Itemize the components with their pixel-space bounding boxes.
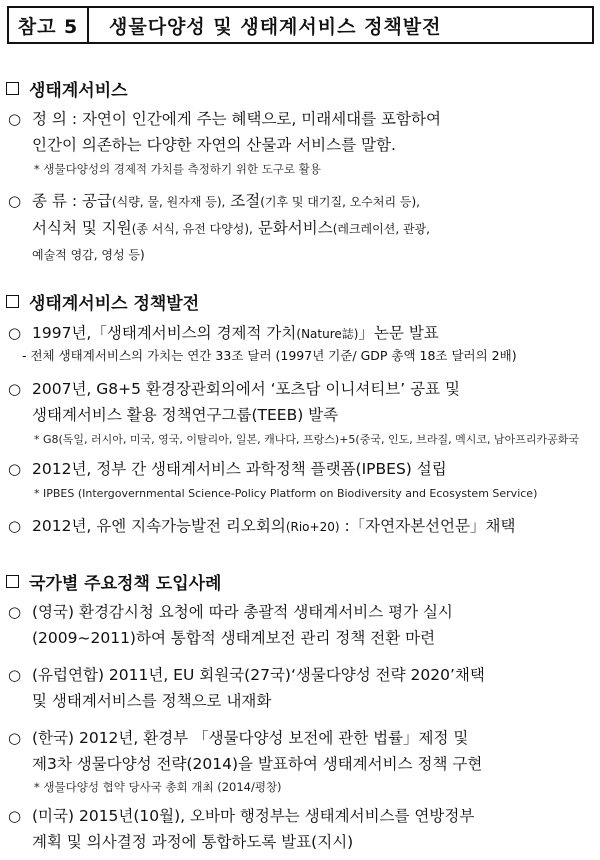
item-text: (유럽연합) 2011년, EU 회원국(27국)‘생물다양성 전략 2020’채택 [32, 666, 485, 684]
section-title: 생태계서비스 정책발전 [29, 294, 200, 314]
types-label: 종 류 [32, 192, 67, 210]
list-item-1997 [8, 320, 592, 347]
section-title: 생태계서비스 [29, 81, 128, 101]
item-text-cont: 제3차 생물다양성 전략(2014)을 발표하여 생태계서비스 정책 구현 [32, 755, 483, 773]
type-habitat: 서식처 및 지원 [32, 219, 132, 237]
circle-bullet-icon: ○ [8, 807, 22, 825]
item-text-cont: 생태계서비스 활용 정책연구그룹(TEEB) 발족 [32, 406, 339, 424]
item-text-cont: 계획 및 의사결정 과정에 통합하도록 발표(지시) [32, 833, 354, 851]
square-bullet-icon [6, 575, 19, 588]
item-text: 2012년, 유엔 지속가능발전 리오회의 [32, 517, 286, 535]
definition-note: * 생물다양성의 경제적 가치를 측정하기 위한 도구로 활용 [34, 162, 321, 176]
definition-label: 정 의 [32, 110, 67, 128]
definition-text-cont: 인간이 의존하는 다양한 자연의 산물과 서비스를 말함. [32, 136, 396, 154]
section-heading-ecosystem-services [6, 76, 128, 101]
circle-bullet-icon: ○ [8, 460, 22, 478]
list-item-2012-rio [8, 513, 592, 540]
g8-note: * G8(독일, 러시아, 미국, 영국, 이탈리아, 일본, 캐나다, 프랑스)+5(중국, 인도, 브라질, 멕시코, 남아프리카공화국 [34, 433, 579, 446]
section-title: 국가별 주요정책 도입사례 [29, 574, 222, 594]
circle-bullet-icon: ○ [8, 729, 22, 747]
item-text: (한국) 2012년, 환경부 「생물다양성 보전에 관한 법률」제정 및 [32, 729, 469, 747]
item-source: (Rio+20) [285, 520, 340, 534]
section-heading-policy-development [6, 289, 199, 314]
section-heading-country-cases [6, 569, 221, 594]
type-regulating: 조절 [225, 192, 261, 210]
page-title: 생물다양성 및 생태계서비스 정책발전 [109, 15, 442, 38]
definition-text: : 자연이 인간에게 주는 혜택으로, 미래세대를 포함하여 [71, 110, 441, 128]
reference-tag: 참고 5 [9, 8, 89, 42]
item-source: (Nature誌) [296, 327, 359, 341]
ipbes-note: * IPBES (Intergovernmental Science-Policy Platform on Biodiversity and Ecosystem Service) [34, 487, 538, 500]
square-bullet-icon [6, 82, 19, 95]
circle-bullet-icon: ○ [8, 380, 22, 398]
item-text: 2007년, G8+5 환경장관회의에서 ‘포츠담 이니셔티브’ 공표 및 [32, 380, 460, 398]
circle-bullet-icon: ○ [8, 192, 22, 210]
list-item-eu [8, 662, 592, 714]
list-item-uk [8, 599, 592, 651]
type-habitat-detail: (종 서식, 유전 다양성), [131, 222, 253, 236]
circle-bullet-icon: ○ [8, 110, 22, 128]
type-provisioning: : 공급 [71, 192, 112, 210]
type-provisioning-detail: (식량, 물, 원자재 등), [111, 195, 226, 209]
list-item-2007 [8, 376, 592, 428]
circle-bullet-icon: ○ [8, 666, 22, 684]
circle-bullet-icon: ○ [8, 517, 22, 535]
circle-bullet-icon: ○ [8, 603, 22, 621]
korea-note: * 생물다양성 협약 당사국 총회 개최 (2014/평창) [34, 780, 282, 794]
item-text-cont: (2009~2011)하여 통합적 생태계보전 관리 정책 전환 마련 [32, 629, 436, 647]
item-text: (영국) 환경감시청 요청에 따라 총괄적 생태계서비스 평가 실시 [32, 603, 453, 621]
list-item-korea [8, 725, 592, 777]
item-text: (미국) 2015년(10월), 오바마 행정부는 생태계서비스를 연방정부 [32, 807, 475, 825]
list-item-types [8, 188, 592, 268]
list-item-definition [8, 106, 592, 158]
item-text-cont: 및 생태계서비스를 정책으로 내재화 [32, 692, 272, 710]
item-text-tail: 」논문 발표 [358, 324, 439, 342]
item-text: 1997년,「생태계서비스의 경제적 가치 [32, 324, 297, 342]
type-regulating-detail: (기후 및 대기질, 오수처리 등), [260, 195, 420, 209]
list-item-2012-ipbes [8, 456, 592, 482]
type-cultural-detail-cont: 예술적 영감, 영성 등) [32, 248, 145, 262]
header-box [7, 6, 594, 44]
square-bullet-icon [6, 295, 19, 308]
item-text: 2012년, 정부 간 생태계서비스 과학정책 플랫폼(IPBES) 설립 [32, 460, 447, 478]
type-cultural-detail: (레크레이션, 관광, [332, 222, 430, 236]
item-text-tail: :「자연자본선언문」채택 [339, 517, 516, 535]
list-item-usa [8, 803, 592, 855]
circle-bullet-icon: ○ [8, 324, 22, 342]
dash-note-1997: - 전체 생태계서비스의 가치는 연간 33조 달러 (1997년 기준/ GDP 총액 18조 달러의 2배) [22, 348, 517, 363]
type-cultural: 문화서비스 [252, 219, 333, 237]
